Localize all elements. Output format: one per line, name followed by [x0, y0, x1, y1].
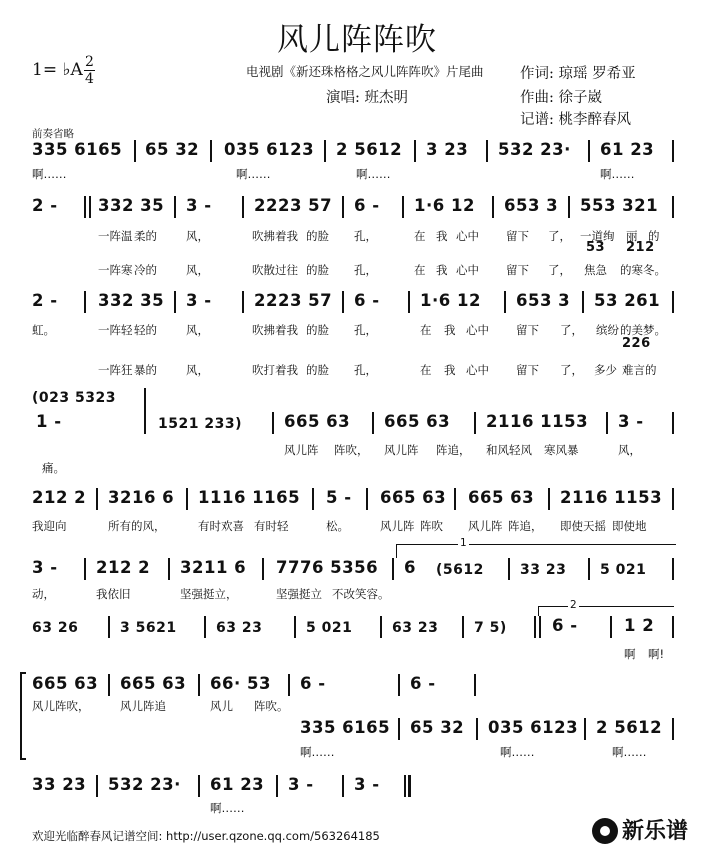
lyric: 啊	[624, 647, 636, 661]
measure: 1 2	[624, 616, 655, 635]
lyric: 了，	[560, 363, 583, 377]
lyric: 啊……	[612, 745, 647, 759]
measure: 3216 6	[108, 488, 175, 507]
lyric: 啊……	[500, 745, 535, 759]
measure: 6 -	[410, 674, 436, 693]
lyric: 风儿阵	[284, 443, 319, 457]
lyric: 孔，	[354, 263, 377, 277]
singer: 演唱: 班杰明	[326, 90, 408, 106]
lyric: 留下	[516, 323, 539, 337]
lyric: 心中	[466, 323, 489, 337]
lyric: 一阵轻	[98, 323, 133, 337]
measure: 2 5612	[596, 718, 663, 737]
lyric: 阵吹。	[254, 699, 289, 713]
system-bracket	[20, 672, 26, 760]
measure: 3 -	[186, 196, 212, 215]
volta-bracket-2	[538, 606, 674, 607]
measure: 63 26	[32, 620, 79, 636]
song-title: 风儿阵阵吹	[277, 22, 437, 58]
disc-icon	[592, 818, 618, 844]
measure: 6 -	[300, 674, 326, 693]
measure: 212 2	[96, 558, 151, 577]
measure: 335 6165	[32, 140, 123, 159]
lyric: 风儿阵吹，	[32, 699, 90, 713]
measure: 332 35	[98, 196, 165, 215]
lyric: 丽	[626, 229, 638, 243]
lyric: 难言的	[622, 363, 657, 377]
lyric: 虹。	[32, 323, 55, 337]
measure: 66· 53	[210, 674, 271, 693]
lyric: 一阵温	[98, 229, 133, 243]
measure: 6 -	[354, 291, 380, 310]
variant-notes: 53	[586, 240, 606, 255]
lyric: 冷的	[134, 263, 157, 277]
lyric: 的脸	[306, 263, 329, 277]
lyric: 我	[444, 363, 456, 377]
lyric: 风儿	[210, 699, 233, 713]
measure: 3 5621	[120, 620, 177, 636]
lyric: 了，	[548, 229, 571, 243]
lyric: 风儿阵追	[120, 699, 166, 713]
measure: 035 6123	[488, 718, 579, 737]
measure: 653 3	[504, 196, 559, 215]
lyric: 留下	[506, 229, 529, 243]
measure: (5612	[436, 562, 484, 578]
measure: 332 35	[98, 291, 165, 310]
lyric: 风，	[618, 443, 641, 457]
lyric: 我依旧	[96, 587, 131, 601]
volta-bracket-1	[396, 544, 676, 545]
lyric: 缤纷	[596, 323, 619, 337]
lyric: 我迎向	[32, 519, 67, 533]
measure: 1116 1165	[198, 488, 301, 507]
key-signature: 1= ♭A	[32, 60, 83, 80]
measure: 035 6123	[224, 140, 315, 159]
lyric: 风，	[186, 323, 209, 337]
measure: 212 2	[32, 488, 87, 507]
composer: 作曲: 徐子崴	[520, 90, 602, 106]
lyric: 风，	[186, 229, 209, 243]
lyric: 的脸	[306, 363, 329, 377]
lyric: 心中	[466, 363, 489, 377]
measure: 1·6 12	[414, 196, 475, 215]
measure: 335 6165	[300, 718, 391, 737]
lyric: 心中	[456, 229, 479, 243]
measure: 532 23·	[498, 140, 571, 159]
measure: 3 -	[618, 412, 644, 431]
lyric: 的脸	[306, 323, 329, 337]
measure: 665 63	[284, 412, 351, 431]
lyric: 多少	[594, 363, 617, 377]
lyricist: 作词: 琼瑶 罗希亚	[520, 66, 636, 82]
lyric: 焦急	[584, 263, 607, 277]
measure: 65 32	[410, 718, 465, 737]
measure: 553 321	[580, 196, 659, 215]
intro-note: 前奏省略	[32, 128, 74, 140]
time-denominator: 4	[85, 71, 94, 87]
measure: 665 63	[120, 674, 187, 693]
measure: 2 5612	[336, 140, 403, 159]
lyric: 在	[420, 363, 432, 377]
variant-notes: 212	[626, 240, 655, 255]
measure: (023 5323	[32, 390, 116, 406]
measure: 653 3	[516, 291, 571, 310]
measure: 1521 233)	[158, 416, 242, 432]
lyric: 阵吹	[420, 519, 443, 533]
measure: 6	[404, 558, 416, 577]
lyric: 所有的风，	[108, 519, 166, 533]
measure: 7776 5356	[276, 558, 379, 577]
lyric: 有时欢喜	[198, 519, 244, 533]
lyric: 我	[436, 229, 448, 243]
lyric: 啊……	[356, 167, 391, 181]
measure: 6 -	[354, 196, 380, 215]
lyric: 在	[414, 263, 426, 277]
lyric: 风，	[186, 263, 209, 277]
lyric: 留下	[516, 363, 539, 377]
measure: 1·6 12	[420, 291, 481, 310]
lyric: 吹拂着我	[252, 229, 298, 243]
lyric: 啊……	[32, 167, 67, 181]
measure: 3 -	[354, 775, 380, 794]
volta-number-1: 1	[460, 537, 467, 549]
lyric: 我	[436, 263, 448, 277]
lyric: 轻的	[134, 323, 157, 337]
measure: 532 23·	[108, 775, 181, 794]
lyric: 留下	[506, 263, 529, 277]
measure: 2 -	[32, 291, 58, 310]
lyric: 吹散过往	[252, 263, 298, 277]
lyric: 阵追，	[436, 443, 471, 457]
measure: 665 63	[32, 674, 99, 693]
lyric: 坚强挺立，	[180, 587, 238, 601]
lyric: 我	[444, 323, 456, 337]
measure: 2116 1153	[560, 488, 663, 507]
measure: 665 63	[468, 488, 535, 507]
lyric: 松。	[326, 519, 349, 533]
lyric: 不改笑容。	[332, 587, 390, 601]
source-note: 电视剧《新还珠格格之风儿阵阵吹》片尾曲	[246, 64, 484, 79]
measure: 53 261	[594, 291, 661, 310]
lyric: 坚强挺立	[276, 587, 322, 601]
lyric: 阵吹，	[334, 443, 369, 457]
lyric: 吹打着我	[252, 363, 298, 377]
lyric: 了，	[548, 263, 571, 277]
measure: 5 021	[600, 562, 647, 578]
lyric: 风儿阵	[380, 519, 415, 533]
lyric: 暴的	[134, 363, 157, 377]
lyric: 的脸	[306, 229, 329, 243]
measure: 1 -	[36, 412, 62, 431]
lyric: 啊……	[236, 167, 271, 181]
lyric: 风儿阵	[468, 519, 503, 533]
lyric: 痛。	[42, 461, 65, 475]
lyric: 心中	[456, 263, 479, 277]
lyric: 啊!	[648, 647, 665, 661]
lyric: 在	[420, 323, 432, 337]
measure: 6 -	[552, 616, 578, 635]
lyric: 啊……	[300, 745, 335, 759]
volta-bracket-2-left	[538, 606, 539, 616]
lyric: 风，	[186, 363, 209, 377]
measure: 2 -	[32, 196, 58, 215]
measure: 665 63	[380, 488, 447, 507]
lyric: 柔的	[134, 229, 157, 243]
lyric: 了，	[560, 323, 583, 337]
lyric: 风儿阵	[384, 443, 419, 457]
lyric: 和风轻风	[486, 443, 532, 457]
lyric: 在	[414, 229, 426, 243]
lyric: 吹拂着我	[252, 323, 298, 337]
variant-notes: 226	[622, 336, 651, 351]
lyric: 即使天摇	[560, 519, 606, 533]
measure: 2223 57	[254, 291, 333, 310]
lyric: 一道绚	[580, 229, 615, 243]
measure: 5 021	[306, 620, 353, 636]
transcriber: 记谱: 桃李醉春风	[520, 112, 631, 128]
measure: 2223 57	[254, 196, 333, 215]
lyric: 一阵狂	[98, 363, 133, 377]
lyric: 的	[648, 229, 660, 243]
brand-name: 新乐谱	[622, 819, 689, 844]
measure: 33 23	[32, 775, 87, 794]
volta-number-2: 2	[570, 599, 577, 611]
measure: 61 23	[600, 140, 655, 159]
lyric: 一阵寒	[98, 263, 133, 277]
measure: 3211 6	[180, 558, 247, 577]
volta-bracket-1-left	[396, 544, 397, 558]
time-signature	[84, 55, 95, 86]
measure: 3 -	[288, 775, 314, 794]
lyric: 的美梦。	[620, 323, 666, 337]
time-numerator: 2	[85, 54, 94, 70]
lyric: 孔，	[354, 363, 377, 377]
lyric: 啊……	[210, 801, 245, 815]
measure: 2116 1153	[486, 412, 589, 431]
measure: 61 23	[210, 775, 265, 794]
lyric: 的寒冬。	[620, 263, 666, 277]
lyric: 有时轻	[254, 519, 289, 533]
lyric: 即使地	[612, 519, 647, 533]
lyric: 孔，	[354, 229, 377, 243]
measure: 3 -	[186, 291, 212, 310]
measure: 3 -	[32, 558, 58, 577]
lyric: 啊……	[600, 167, 635, 181]
lyric: 寒风暴	[544, 443, 579, 457]
measure: 5 -	[326, 488, 352, 507]
measure: 3 23	[426, 140, 469, 159]
measure: 665 63	[384, 412, 451, 431]
measure: 63 23	[216, 620, 263, 636]
lyric: 孔，	[354, 323, 377, 337]
measure: 63 23	[392, 620, 439, 636]
measure: 65 32	[145, 140, 200, 159]
measure: 7 5)	[474, 620, 507, 636]
measure: 33 23	[520, 562, 567, 578]
lyric: 动，	[32, 587, 55, 601]
lyric: 阵追，	[508, 519, 543, 533]
footer-text: 欢迎光临醉春风记谱空间: http://user.qzone.qq.com/563264185	[32, 829, 380, 843]
